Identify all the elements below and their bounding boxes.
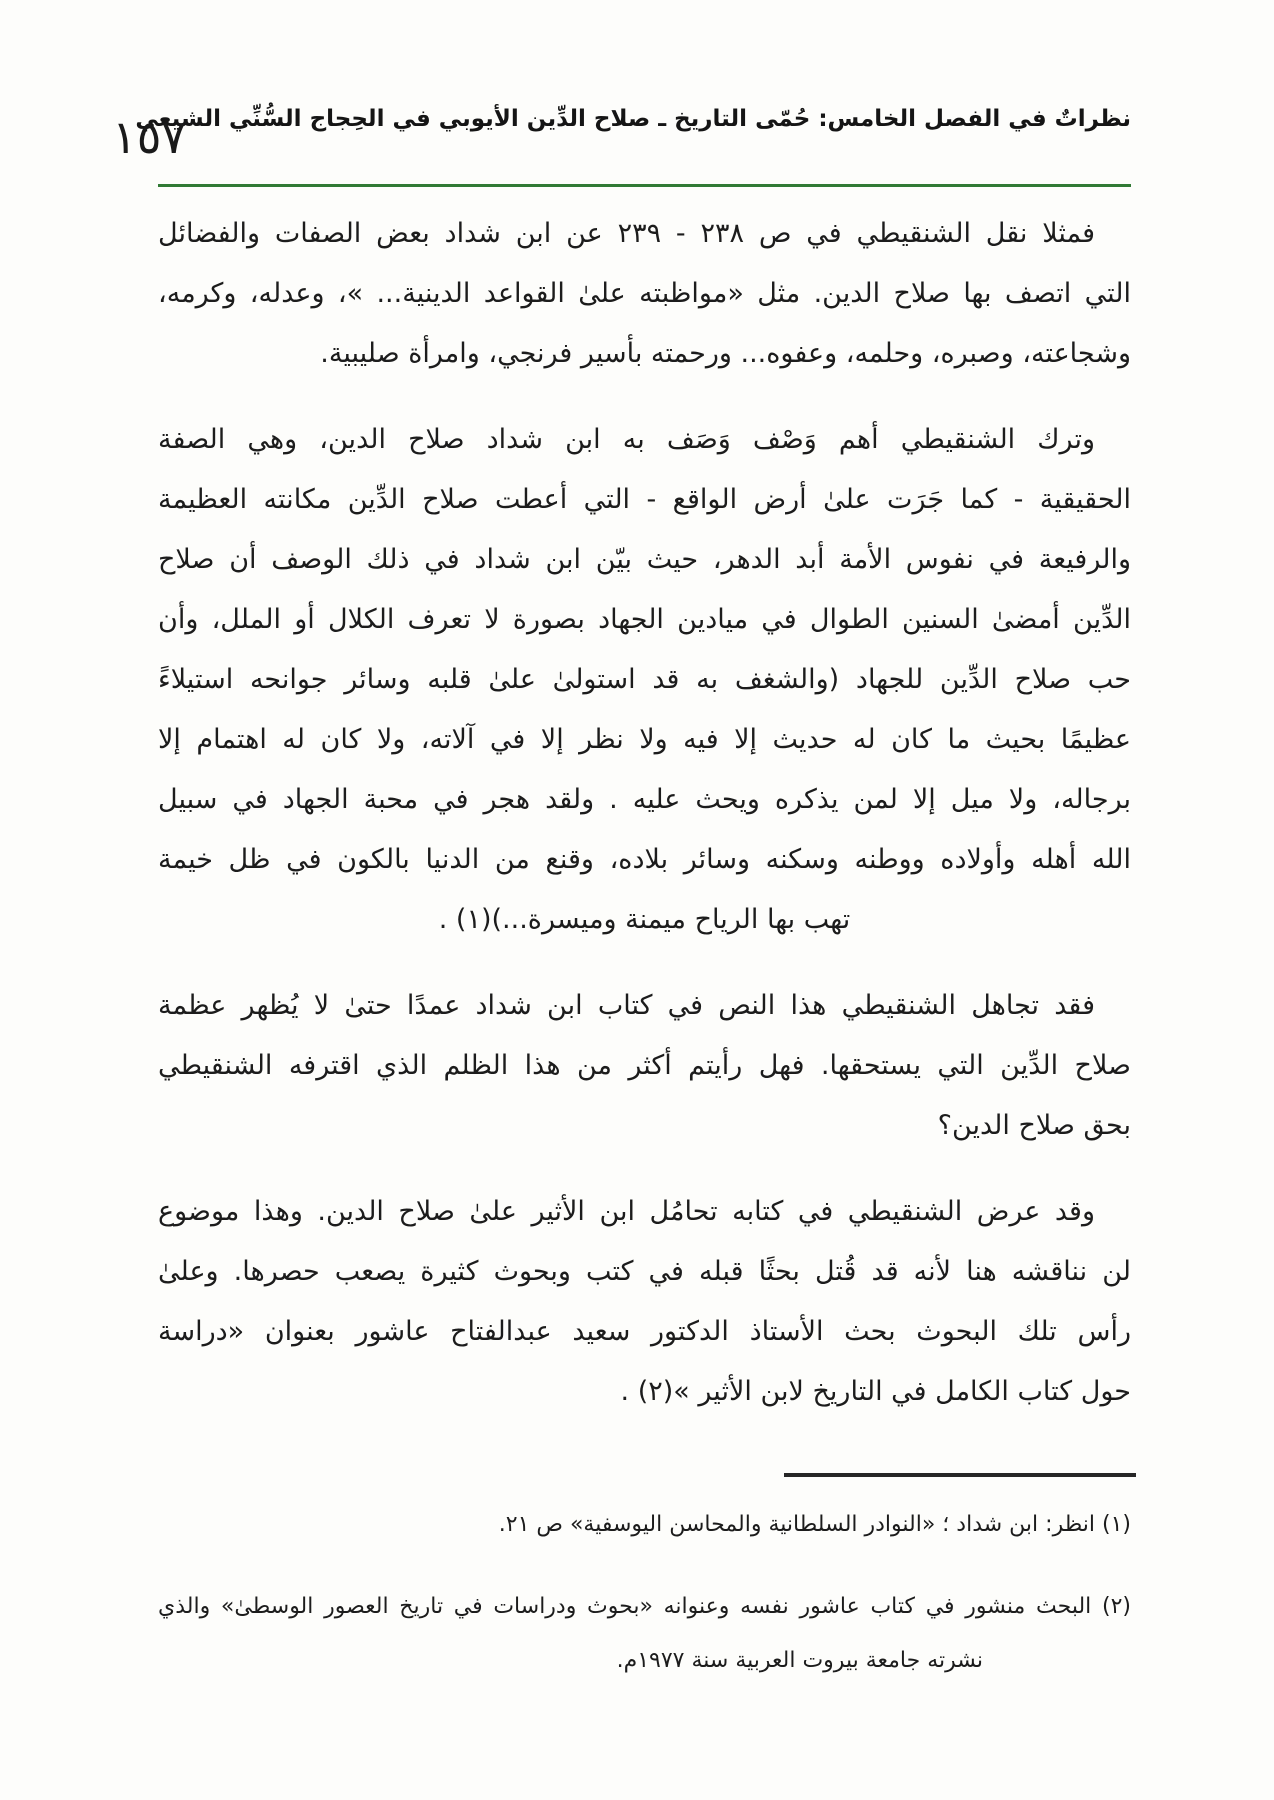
footnote-2-line-2: نشرته جامعة بيروت العربية سنة ١٩٧٧م. [616, 1648, 983, 1673]
text-line: تهب بها الرياح ميمنة وميسرة...)(١) . [438, 904, 851, 935]
paragraph-4 [158, 1182, 1131, 1422]
text-line: صلاح الدِّين التي يستحقها. فهل رأيتم أكثر من هذا الظلم الذي اقترفه الشنقيطي [158, 1050, 1131, 1081]
text-line: فمثلا نقل الشنقيطي في ص ٢٣٨ - ٢٣٩ عن ابن شداد بعض الصفات والفضائل [158, 218, 1095, 249]
paragraph-2 [158, 410, 1131, 950]
text-line: برجاله، ولا ميل إلا لمن يذكره ويحث عليه . ولقد هجر في محبة الجهاد في سبيل [158, 784, 1131, 815]
text-line: حب صلاح الدِّين للجهاد (والشغف به قد استولىٰ علىٰ قلبه وسائر جوانحه استيلاءً [158, 664, 1131, 695]
text-line: حول كتاب الكامل في التاريخ لابن الأثير »(٢) . [620, 1376, 1131, 1407]
body-text [158, 204, 1131, 1448]
paragraph-3 [158, 976, 1131, 1156]
text-line: الدِّين أمضىٰ السنين الطوال في ميادين الجهاد بصورة لا تعرف الكلال أو الملل، وأن [158, 604, 1131, 635]
text-line: لن نناقشه هنا لأنه قد قُتل بحثًا قبله في كتب وبحوث كثيرة يصعب حصرها. وعلىٰ [158, 1256, 1131, 1287]
footnote-2-line-1: (٢) البحث منشور في كتاب عاشور نفسه وعنوانه «بحوث ودراسات في تاريخ العصور الوسطىٰ» والذي [158, 1594, 1131, 1619]
header-divider-rule [158, 184, 1131, 187]
text-line: وشجاعته، وصبره، وحلمه، وعفوه... ورحمته بأسير فرنجي، وامرأة صليبية. [320, 338, 1131, 369]
text-line: الله أهله وأولاده ووطنه وسكنه وسائر بلاده، وقنع من الدنيا بالكون في ظل خيمة [158, 844, 1131, 875]
footnotes [158, 1498, 1131, 1688]
text-line: الحقيقية - كما جَرَت علىٰ أرض الواقع - التي أعطت صلاح الدِّين مكانته العظيمة [158, 484, 1131, 515]
text-line: بحق صلاح الدين؟ [937, 1110, 1131, 1141]
text-line: عظيمًا بحيث ما كان له حديث إلا فيه ولا نظر إلا في آلاته، ولا كان له اهتمام إلا [158, 724, 1131, 755]
page-number: ١٥٧ [112, 110, 187, 164]
page-header-title: نظراتٌ في الفصل الخامس: حُمّى التاريخ ـ صلاح الدِّين الأيوبي في الحِجاج السُّنِّي الشيعي [135, 106, 1131, 132]
text-line: رأس تلك البحوث بحث الأستاذ الدكتور سعيد عبدالفتاح عاشور بعنوان «دراسة [158, 1316, 1131, 1347]
footnote-divider-rule [784, 1473, 1136, 1477]
footnote-1: (١) انظر: ابن شداد ؛ «النوادر السلطانية والمحاسن اليوسفية» ص ٢١. [498, 1512, 1131, 1537]
text-line: وقد عرض الشنقيطي في كتابه تحامُل ابن الأثير علىٰ صلاح الدين. وهذا موضوع [158, 1196, 1095, 1227]
paragraph-1 [158, 204, 1131, 384]
text-line: وترك الشنقيطي أهم وَصْف وَصَف به ابن شداد صلاح الدين، وهي الصفة [158, 424, 1095, 455]
text-line: التي اتصف بها صلاح الدين. مثل «مواظبته علىٰ القواعد الدينية... »، وعدله، وكرمه، [158, 278, 1131, 309]
text-line: فقد تجاهل الشنقيطي هذا النص في كتاب ابن شداد عمدًا حتىٰ لا يُظهر عظمة [158, 990, 1095, 1021]
text-line: والرفيعة في نفوس الأمة أبد الدهر، حيث بيّن ابن شداد في ذلك الوصف أن صلاح [158, 544, 1131, 575]
